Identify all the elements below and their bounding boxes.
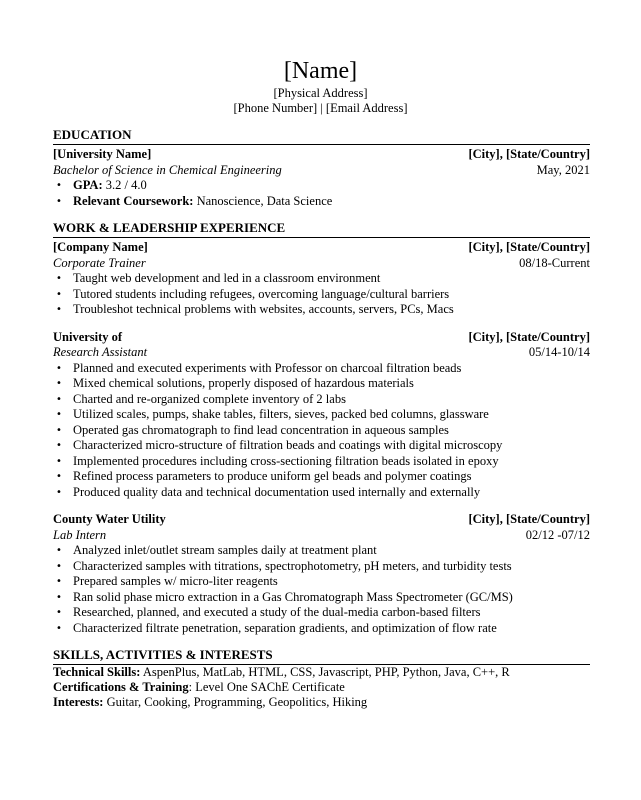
coursework-value: Nanoscience, Data Science: [193, 193, 333, 208]
school-name: [University Name]: [53, 147, 152, 161]
bullet-item: • Prepared samples w/ micro-liter reagents: [53, 574, 590, 590]
resume-body: [53, 127, 590, 710]
job-org: University of: [53, 329, 123, 344]
job-location: [City], [State/Country]: [468, 329, 590, 344]
technical-skills-line: [53, 665, 590, 680]
education-entry: [53, 147, 590, 209]
bullet-item: • Charted and re-organized complete inventory of 2 labs: [53, 392, 590, 408]
gpa-label: GPA:: [73, 178, 103, 192]
degree: Bachelor of Science in Chemical Engineering: [53, 162, 282, 177]
job-date: 05/14-10/14: [528, 345, 590, 359]
technical-skills-label: Technical Skills:: [53, 665, 141, 679]
interests-label: Interests:: [53, 695, 104, 709]
graduation-date: May, 2021: [536, 162, 590, 177]
bullet-item: • Analyzed inlet/outlet stream samples daily at treatment plant: [53, 543, 590, 559]
certifications-line: [53, 680, 590, 695]
bullet-item: • Produced quality data and technical documentation used internally and externally: [53, 485, 590, 501]
interests-value: Guitar, Cooking, Programming, Geopolitics, Hiking: [103, 695, 368, 709]
physical-address: [Physical Address]: [273, 86, 368, 100]
skills-section: [53, 647, 590, 710]
bullet-item: • Taught web development and led in a classroom environment: [53, 271, 590, 287]
education-details: [53, 178, 590, 209]
gpa-value: 3.2 / 4.0: [102, 178, 147, 192]
job-bullets: [53, 543, 590, 636]
resume-header: [0, 56, 641, 116]
bullet-item: • Characterized samples with titrations, spectrophotometry, pH meters, and turbidity tests: [53, 559, 590, 575]
bullet-item: • Characterized filtrate penetration, separation gradients, and optimization of flow rate: [53, 621, 590, 637]
job-entry: [53, 330, 590, 501]
experience-section: [53, 220, 590, 636]
contact-info: [Phone Number] | [Email Address]: [233, 101, 408, 115]
job-bullets: [53, 361, 590, 501]
interests-line: [53, 695, 590, 710]
job-role: Corporate Trainer: [53, 255, 146, 270]
bullet-item: • Utilized scales, pumps, shake tables, filters, sieves, packed bed columns, glassware: [53, 407, 590, 423]
job-date: 08/18-Current: [519, 255, 590, 270]
bullet-item: • Operated gas chromatograph to find lead concentration in aqueous samples: [53, 423, 590, 439]
job-org: [Company Name]: [53, 240, 148, 254]
bullet-item: • Characterized micro-structure of filtration beads and coatings with digital microscopy: [53, 438, 590, 454]
certifications-value: : Level One SAChE Certificate: [188, 680, 345, 694]
gpa-item: [53, 178, 590, 194]
technical-skills-value: AspenPlus, MatLab, HTML, CSS, Javascript, PHP, Python, Java, C++, R: [140, 665, 510, 679]
bullet-item: • Refined process parameters to produce uniform gel beads and polymer coatings: [53, 469, 590, 485]
coursework-item: [53, 194, 590, 210]
job-role: Research Assistant: [53, 345, 148, 359]
bullet-item: • Implemented procedures including cross-sectioning filtration beads isolated in epoxy: [53, 454, 590, 470]
bullet-item: • Mixed chemical solutions, properly disposed of hazardous materials: [53, 376, 590, 392]
bullet-item: • Tutored students including refugees, overcoming language/cultural barriers: [53, 287, 590, 303]
job-location: [City], [State/Country]: [468, 240, 590, 254]
bullet-item: • Ran solid phase micro extraction in a Gas Chromatograph Mass Spectrometer (GC/MS): [53, 590, 590, 606]
certifications-label: Certifications & Training: [53, 680, 189, 694]
job-date: 02/12 -07/12: [525, 527, 590, 542]
job-org: County Water Utility: [53, 512, 166, 526]
education-heading: EDUCATION: [53, 127, 590, 145]
coursework-label: Relevant Coursework:: [73, 193, 194, 208]
bullet-item: • Troubleshot technical problems with websites, accounts, servers, PCs, Macs: [53, 302, 590, 318]
school-location: [City], [State/Country]: [468, 147, 590, 161]
job-location: [City], [State/Country]: [468, 512, 590, 526]
job-bullets: [53, 271, 590, 318]
bullet-item: • Researched, planned, and executed a study of the dual-media carbon-based filters: [53, 605, 590, 621]
skills-heading: SKILLS, ACTIVITIES & INTERESTS: [53, 647, 590, 665]
education-section: [53, 127, 590, 209]
job-role: Lab Intern: [53, 527, 107, 542]
job-entry: [53, 512, 590, 636]
job-entry: [53, 240, 590, 318]
experience-heading: WORK & LEADERSHIP EXPERIENCE: [53, 220, 590, 238]
candidate-name: [Name]: [283, 58, 358, 84]
bullet-item: • Planned and executed experiments with Professor on charcoal filtration beads: [53, 361, 590, 377]
